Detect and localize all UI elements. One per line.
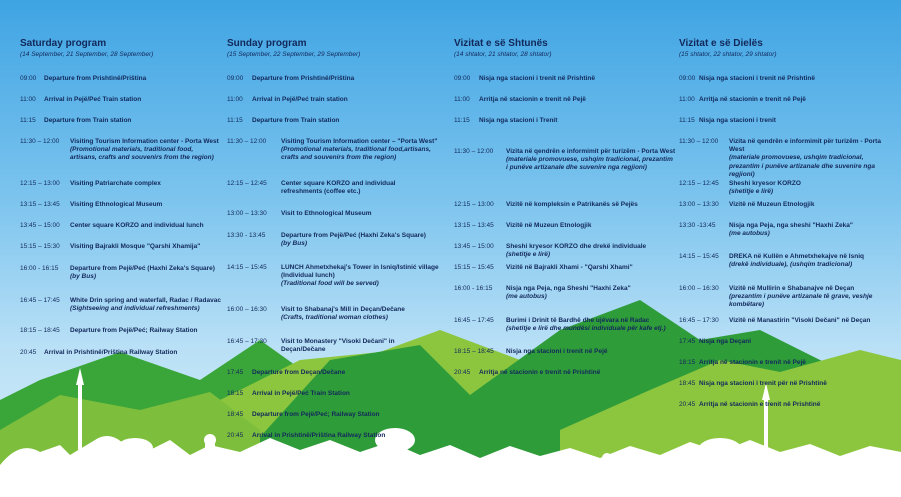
row-time: 20:45	[679, 401, 696, 408]
row-text: Visiting Bajrakli Mosque "Qarshi Xhamija"	[70, 243, 201, 250]
row-text: Center square KORZO and individual lunch	[70, 222, 204, 229]
row-text: Vizita në qendrën e informimit për turizëm - Porta West	[506, 148, 676, 155]
schedule-row	[20, 327, 245, 335]
row-text: White Drin spring and waterfall, Radac / Radavac	[70, 297, 221, 304]
schedule-row	[227, 180, 452, 196]
row-time: 11:30 – 12:00	[227, 138, 267, 145]
row-text: Vizita në qendrën e informimit për turizëm - Porta West	[729, 138, 881, 154]
row-time: 11:15	[227, 117, 243, 124]
row-time: 09:00	[20, 75, 37, 82]
row-time: 11:15	[20, 117, 36, 124]
schedule-row	[454, 243, 679, 259]
row-text: Departure from Prishtinë/Priština	[44, 75, 147, 82]
column-saturday-sq	[454, 38, 676, 376]
row-note: (Crafts, traditional woman clothes)	[281, 314, 388, 322]
row-text: Departure from Pejë/Peć (Haxhi Zeka's Square)	[70, 265, 215, 272]
row-text: Arrival in Pejë/Peć train station	[252, 96, 348, 103]
row-text: Departure from Deçan/Dečane	[252, 369, 346, 376]
row-time: 13:45 – 15:00	[20, 222, 60, 229]
schedule-row	[227, 117, 452, 125]
row-text: Arrival in Pejë/Peć Train station	[44, 96, 142, 103]
schedule-row	[20, 201, 245, 209]
row-text: Burimi i Drinit të Bardhë dhe ujëvara në Radac	[506, 317, 650, 324]
schedule-row	[454, 348, 679, 356]
column-sunday-en	[227, 38, 447, 439]
schedule-row	[454, 285, 679, 301]
row-text: Arritja në stacionin e trenit në Prishtinë	[479, 369, 601, 376]
row-note: (Traditional food will be served)	[281, 280, 379, 288]
row-time: 18:45	[679, 380, 696, 387]
row-text: Sheshi kryesor KORZO	[729, 180, 801, 187]
row-time: 09:00	[454, 75, 471, 82]
schedule-row	[20, 138, 245, 163]
schedule-row	[454, 369, 679, 377]
schedule-row	[454, 222, 679, 230]
row-text: Vizitë në Manastirin "Visoki Dečani" në Deçan	[729, 317, 871, 324]
row-time: 18:15	[227, 390, 244, 397]
row-text: Nisja nga Deçani	[699, 338, 752, 345]
row-time: 09:00	[227, 75, 244, 82]
schedule-row	[454, 201, 679, 209]
row-text: Visiting Patriarchate complex	[70, 180, 161, 187]
row-text: Visit to Monastery "Visoki Dečani" in Deçan/Dečane	[281, 338, 395, 354]
row-text: Center square KORZO and individual refreshments (coffee etc.)	[281, 180, 396, 196]
row-time: 15:15 – 15:45	[454, 264, 494, 271]
row-time: 13:15 – 13:45	[454, 222, 494, 229]
row-text: Departure from Pejë/Peć; Railway Station	[70, 327, 198, 334]
row-text: Vizitë në kompleksin e Patrikanës së Pejës	[506, 201, 638, 208]
row-text: Nisja nga stacioni i trenit në Prishtinë	[699, 75, 815, 82]
row-text: Visiting Ethnological Museum	[70, 201, 163, 208]
schedule-row	[227, 264, 452, 289]
column-title: Vizitat e së Dielës	[679, 38, 763, 49]
schedule-row	[227, 338, 452, 354]
row-text: Visit to Shabanaj's Mill in Deçan/Dečane	[281, 306, 405, 313]
schedule-row	[679, 380, 901, 388]
row-time: 18:45	[227, 411, 244, 418]
schedule-row	[454, 264, 679, 272]
schedule-row	[679, 338, 901, 346]
row-time: 20:45	[454, 369, 471, 376]
row-time: 13:00 – 13:30	[227, 210, 267, 217]
schedule-row	[20, 180, 245, 188]
row-time: 13:45 – 15:00	[454, 243, 494, 250]
row-time: 11:00	[20, 96, 36, 103]
row-text: Vizitë në Bajrakli Xhami - "Qarshi Xhami"	[506, 264, 633, 271]
schedule-row	[227, 138, 452, 163]
row-time: 11:30 – 12:00	[454, 148, 494, 155]
column-title: Saturday program	[20, 38, 107, 49]
schedule-row	[679, 317, 901, 325]
row-text: DREKA në Kullën e Ahmetxhekajve në Isniq	[729, 253, 864, 260]
row-text: Arritja në stacionin e trenit në Pejë	[699, 96, 806, 103]
row-text: Arritja në stacionin e trenit në Prishtinë	[699, 401, 821, 408]
row-text: Visiting Tourism Information center - Porta West	[70, 138, 219, 145]
row-text: Vizitë në Muzeun Etnologjik	[506, 222, 592, 229]
row-time: 09:00	[679, 75, 696, 82]
row-time: 17:45	[679, 338, 696, 345]
row-text: Departure from Train station	[44, 117, 132, 124]
row-text: Arrival in Prishtinë/Priština Railway Station	[44, 349, 178, 356]
column-title: Sunday program	[227, 38, 307, 49]
row-note: (shetitje e lirë dhe mundësi individuale për kafe etj.)	[506, 325, 666, 333]
row-time: 14:15 – 15:45	[227, 264, 267, 271]
schedule-row	[227, 411, 452, 419]
row-time: 11:30 – 12:00	[20, 138, 60, 145]
row-time: 18:15 – 18:45	[454, 348, 494, 355]
row-time: 11:15	[679, 117, 695, 124]
row-time: 16:45 – 17:45	[454, 317, 494, 324]
row-time: 14:15 – 15:45	[679, 253, 719, 260]
row-text: Vizitë në Muzeun Etnologjik	[729, 201, 815, 208]
schedule-row	[227, 306, 452, 322]
row-text: Nisja nga stacioni i trenit në Pejë	[506, 348, 608, 355]
row-time: 12:15 – 12:45	[227, 180, 267, 187]
schedule-row	[227, 210, 452, 218]
schedule-row	[454, 148, 679, 173]
schedule-row	[227, 432, 452, 440]
column-title: Vizitat e së Shtunës	[454, 38, 548, 49]
row-time: 20:45	[20, 349, 37, 356]
schedule-row	[20, 297, 245, 313]
row-time: 15:15 – 15:30	[20, 243, 60, 250]
schedule-row	[20, 96, 245, 104]
row-time: 16:00 – 16:30	[227, 306, 267, 313]
schedule-row	[679, 253, 901, 269]
row-text: Arritja në stacionin e trenit në Pejë	[699, 359, 806, 366]
row-time: 12:15 – 13:00	[20, 180, 60, 187]
row-time: 13:00 – 13:30	[679, 201, 719, 208]
row-note: (Promotional materials, traditional food, artisans, crafts and souvenirs from the region)	[70, 146, 214, 162]
row-time: 11:00	[679, 96, 695, 103]
row-text: Nisja nga Peja, nga Sheshi "Haxhi Zeka"	[506, 285, 631, 292]
schedule-row	[227, 369, 452, 377]
row-note: (me autobus)	[729, 230, 770, 238]
row-note: (Sightseeing and individual refreshments)	[70, 305, 200, 313]
row-note: (me autobus)	[506, 293, 547, 301]
row-text: Nisja nga stacioni i trenit për në Prishtinë	[699, 380, 827, 387]
schedule-row	[20, 265, 245, 281]
row-time: 13:30 - 13:45	[227, 232, 266, 239]
row-time: 16:00 - 16:15	[454, 285, 493, 292]
row-time: 13:30 -13:45	[679, 222, 716, 229]
row-text: Arrival in Prishtinë/Priština Railway Station	[252, 432, 386, 439]
row-time: 18:15 – 18:45	[20, 327, 60, 334]
row-text: LUNCH Ahmetxhekaj's Tower in Isniq/Istinić village (Individual lunch)	[281, 264, 439, 280]
schedule-row	[679, 117, 901, 125]
schedule-row	[227, 390, 452, 398]
schedule-row	[454, 117, 679, 125]
schedule-row	[679, 401, 901, 409]
row-text: Departure from Pejë/Peć; Railway Station	[252, 411, 380, 418]
row-time: 16:00 - 16:15	[20, 265, 59, 272]
row-note: (by Bus)	[70, 273, 96, 281]
schedule-row	[679, 285, 901, 310]
schedule-row	[227, 96, 452, 104]
row-text: Nisja nga stacioni i Trenit	[479, 117, 558, 124]
row-text: Visit to Ethnological Museum	[281, 210, 372, 217]
row-time: 17:45	[227, 369, 244, 376]
column-dates: (15 shtator, 22 shtator, 29 shtator)	[679, 51, 777, 58]
column-saturday-en	[20, 38, 240, 356]
schedule-row	[679, 75, 901, 83]
row-time: 12:15 – 13:00	[454, 201, 494, 208]
row-text: Nisja nga stacioni i trenit	[699, 117, 776, 124]
row-time: 11:00	[227, 96, 243, 103]
row-time: 11:15	[454, 117, 470, 124]
row-time: 11:30 – 12:00	[679, 138, 719, 145]
row-note: (prezantim i punëve artizanale të grave, veshje kombëtare)	[729, 293, 873, 309]
schedule-row	[679, 222, 901, 238]
row-text: Sheshi kryesor KORZO dhe drekë individuale	[506, 243, 647, 250]
row-text: Arritja në stacionin e trenit në Pejë	[479, 96, 586, 103]
schedule-row	[20, 222, 245, 230]
row-note: (materiale promovuese, ushqim tradicional, prezantim i punëve artizanale dhe suvenire nga regjioni)	[729, 154, 875, 178]
schedule-row	[454, 75, 679, 83]
schedule-row	[20, 75, 245, 83]
column-dates: (15 September, 22 September, 29 September)	[227, 51, 361, 58]
row-time: 18:15	[679, 359, 696, 366]
schedule-row	[679, 138, 901, 179]
schedule-row	[679, 201, 901, 209]
row-text: Visiting Tourism Information center – "Porta West"	[281, 138, 438, 145]
row-text: Departure from Prishtinë/Priština	[252, 75, 355, 82]
row-note: (materiale promovuese, ushqim tradicional, prezantim i punëve artizanale dhe suvenire nga regjioni)	[506, 156, 673, 172]
row-time: 20:45	[227, 432, 244, 439]
schedule-row	[227, 232, 452, 248]
schedule-row	[679, 180, 901, 196]
row-text: Arrival in Pejë/Peć Train Station	[252, 390, 350, 397]
schedule-row	[20, 349, 245, 357]
row-note: (shetitje e lirë)	[506, 251, 551, 259]
row-note: (drekë individuale), (ushqim tradicional)	[729, 261, 853, 269]
row-text: Nisja nga Peja, nga sheshi "Haxhi Zeka"	[729, 222, 853, 229]
schedule-row	[227, 75, 452, 83]
column-dates: (14 shtator, 21 shtator, 28 shtator)	[454, 51, 552, 58]
row-note: (by Bus)	[281, 240, 307, 248]
row-text: Departure from Pejë/Peć (Haxhi Zeka's Square)	[281, 232, 426, 239]
schedule-row	[454, 317, 679, 333]
row-time: 16:00 – 16:30	[679, 285, 719, 292]
schedule-row	[679, 96, 901, 104]
schedule-row	[20, 243, 245, 251]
row-note: (Promotional materials, traditional food,artisans, crafts and souvenirs from the region)	[281, 146, 431, 162]
row-time: 16:45 – 17:30	[227, 338, 267, 345]
row-time: 11:00	[454, 96, 470, 103]
column-dates: (14 September, 21 September, 28 September)	[20, 51, 154, 58]
row-time: 12:15 – 12:45	[679, 180, 719, 187]
schedule-row	[20, 117, 245, 125]
row-time: 16:45 – 17:30	[679, 317, 719, 324]
schedule-row	[679, 359, 901, 367]
row-time: 16:45 – 17:45	[20, 297, 60, 304]
row-text: Vizitë në Mullirin e Shabanajve në Deçan	[729, 285, 855, 292]
row-note: (shetitje e lirë)	[729, 188, 774, 196]
schedule-row	[454, 96, 679, 104]
row-text: Nisja nga stacioni i trenit në Prishtinë	[479, 75, 595, 82]
row-time: 13:15 – 13:45	[20, 201, 60, 208]
column-sunday-sq	[679, 38, 899, 408]
row-text: Departure from Train station	[252, 117, 340, 124]
